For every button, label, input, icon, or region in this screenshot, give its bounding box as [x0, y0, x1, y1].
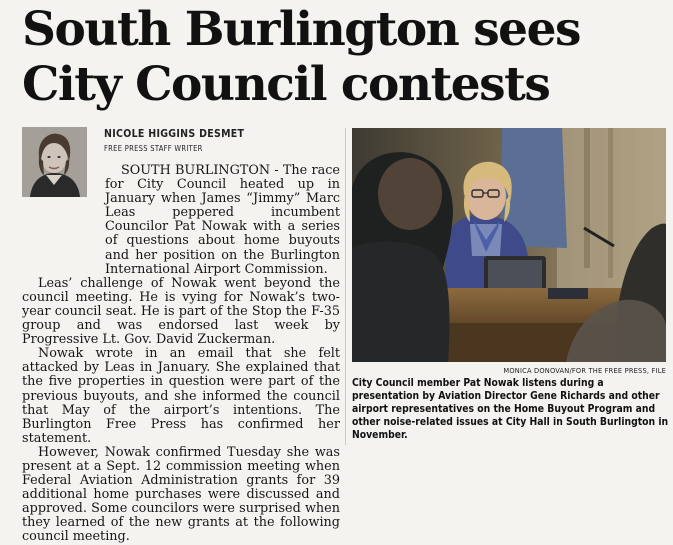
column-divider [345, 128, 346, 445]
article-paragraph-3: Nowak wrote in an email that she felt attacked by Leas in January. She explained that the five properties in question were part of the previous buyouts, and she informed the council that May of the airport’s intentions. The Burlington Free Press has confirmed her statement. [22, 346, 340, 446]
article-paragraph-1: SOUTH BURLINGTON - The race for City Council heated up in January when James “Jimmy” Marc Leas peppered incumbent Councilor Pat Nowak with a series of questions about home buyouts and her position on the Burlington International Airport Commission. [105, 163, 340, 277]
photo-credit: MONICA DONOVAN/FOR THE FREE PRESS, FILE [503, 366, 666, 375]
article-paragraph-4: However, Nowak confirmed Tuesday she was present at a Sept. 12 commission meeting when Federal Aviation Administration grants for 39 additional home purchases were discussed and approved. Some councilors were surprised when they learned of the new grants at the following council meeting. [22, 444, 340, 545]
byline-author: NICOLE HIGGINS DESMET [104, 128, 245, 140]
headline-line-2: City Council contests [22, 57, 550, 112]
council-meeting-photo [352, 128, 666, 362]
headline [22, 2, 662, 112]
news-photo [352, 128, 666, 362]
photo-caption: City Council member Pat Nowak listens during a presentation by Aviation Director Gene Richards and other airport representatives on the Home Buyout Program and other noise-related issues at City Hall in South Burlington in November. [352, 377, 669, 441]
article-body [22, 163, 340, 545]
headline-line-1: South Burlington sees [22, 2, 580, 57]
byline-affiliation: FREE PRESS STAFF WRITER [104, 144, 203, 153]
article-paragraph-2: Leas’ challenge of Nowak went beyond the council meeting. He is vying for Nowak’s two-year council seat. He is part of the Stop the F-35 group and was endorsed last week by Progressive Lt. Gov. David Zuckerman. [22, 275, 340, 348]
